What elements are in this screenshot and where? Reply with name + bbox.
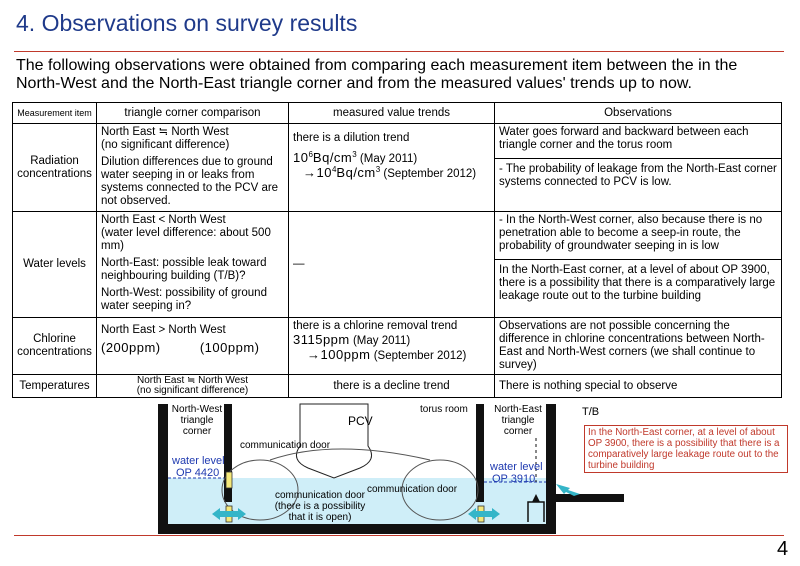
ne-op-label: OP 3910 — [492, 473, 536, 485]
nw-corner-label: North-West triangle corner — [171, 404, 223, 437]
communication-door-label-3: communication door (there is a possibility that it is open) — [274, 490, 366, 523]
header-item: Measurement item — [13, 103, 97, 124]
observations-table — [12, 102, 782, 398]
water-obs-1: - In the North-West corner, also because there is no penetration able to become a seep-in route, the probability of groundwater seeping in is low — [499, 214, 763, 252]
leak-callout: In the North-East corner, at a level of about OP 3900, there is a possibility that there is a comparatively large leakage route out to the turbine building — [584, 425, 788, 473]
water-comp-sub: (water level difference: about 500 mm) — [101, 227, 271, 252]
chlorine-comp-main: North East > North West — [101, 324, 226, 336]
row-label-temperature: Temperatures — [13, 375, 97, 398]
row-label-radiation: Radiation concentrations — [13, 124, 97, 212]
temperature-observations — [495, 375, 782, 398]
radiation-obs-1: Water goes forward and backward between each triangle corner and the torus room — [499, 126, 749, 151]
chlorine-trend-start: 3115ppm (May 2011) — [293, 332, 411, 347]
radiation-observations — [495, 124, 782, 212]
temperature-trend: there is a decline trend — [333, 379, 450, 392]
chlorine-trend-text: there is a chlorine removal trend — [293, 320, 458, 332]
table-row-radiation — [13, 124, 782, 212]
ne-outer-wall — [546, 404, 556, 524]
temperature-comparison — [97, 375, 289, 398]
nw-op-label: OP 4420 — [176, 467, 220, 479]
radiation-trend-start: $10^6Bq/cm^3$ (May 2011) — [293, 150, 418, 165]
water-obs-2: In the North-East corner, at a level of about OP 3900, there is a possibility that there is a comparatively large leakage route out to the turbine building — [499, 264, 776, 302]
nw-water-level-label: water level — [172, 455, 225, 467]
page-number: 4 — [777, 538, 789, 560]
communication-door-label-2: communication door — [367, 484, 458, 495]
header-trends: measured value trends — [289, 103, 495, 124]
row-label-water: Water levels — [13, 212, 97, 318]
water-comp-nw: North-West: possibility of ground water seeping in? — [101, 287, 267, 312]
table-header-row — [13, 103, 782, 124]
water-observations — [495, 212, 782, 318]
chlorine-comparison — [97, 318, 289, 375]
temperature-obs: There is nothing special to observe — [499, 379, 678, 392]
nw-communication-door — [226, 472, 232, 488]
header-observations: Observations — [495, 103, 782, 124]
table-row-temperature — [13, 375, 782, 398]
radiation-trends — [289, 124, 495, 212]
table-row-chlorine — [13, 318, 782, 375]
radiation-comparison — [97, 124, 289, 212]
water-comp-ne: North-East: possible leak toward neighbouring building (T/B)? — [101, 257, 267, 282]
chlorine-trends — [289, 318, 495, 375]
chlorine-obs: Observations are not possible concerning the difference in chlorine concentrations between North-East and North-West corners (we shall continue to survey) — [499, 320, 765, 371]
temperature-trends — [289, 375, 495, 398]
tb-floor — [556, 494, 624, 502]
nw-outer-wall — [158, 404, 168, 532]
water-trends — [289, 212, 495, 318]
radiation-comp-sub: (no significant difference) — [101, 139, 230, 151]
radiation-obs-2: - The probability of leakage from the North-East corner systems connected to PCV is low. — [499, 163, 777, 188]
water-comparison — [97, 212, 289, 318]
chlorine-comp-values: (200ppm) (100ppm) — [101, 340, 260, 355]
ne-water-level-label: water level — [490, 461, 543, 473]
chlorine-observations — [495, 318, 782, 375]
chlorine-trend-end: →100ppm (September 2012) — [307, 347, 467, 362]
page-title: 4. Observations on survey results — [16, 10, 358, 36]
temperature-comp-sub: (no significant difference) — [136, 385, 249, 396]
tb-label: T/B — [582, 406, 600, 418]
radiation-comp-note: Dilution differences due to ground water seeping in or leaks from systems connected to the PCV are not observed. — [101, 156, 279, 207]
footer-rule — [14, 535, 784, 536]
table-row-water — [13, 212, 782, 318]
temperature-comp-main: North East ≒ North West — [136, 375, 248, 386]
radiation-trend-text: there is a dilution trend — [293, 132, 410, 144]
pcv-label: PCV — [348, 414, 373, 428]
ne-inner-wall — [476, 404, 484, 502]
radiation-comp-main: North East ≒ North West — [101, 126, 229, 138]
intro-text: The following observations were obtained from comparing each measurement item between the in the North-West and the North-East triangle corner and from the measured values' trends up to now. — [16, 57, 738, 92]
floor — [158, 524, 556, 534]
communication-door-label-1: communication door — [240, 440, 331, 451]
water-trend: — — [293, 258, 305, 270]
torus-room-label: torus room — [420, 404, 468, 415]
ne-corner-label: North-East triangle corner — [494, 404, 542, 437]
row-label-chlorine: Chlorine concentrations — [13, 318, 97, 375]
water-comp-main: North East < North West — [101, 214, 226, 226]
header-comparison: triangle corner comparison — [97, 103, 289, 124]
radiation-trend-end: $\to 10^4Bq/cm^3$ (September 2012) — [303, 165, 477, 180]
title-rule — [14, 51, 784, 52]
